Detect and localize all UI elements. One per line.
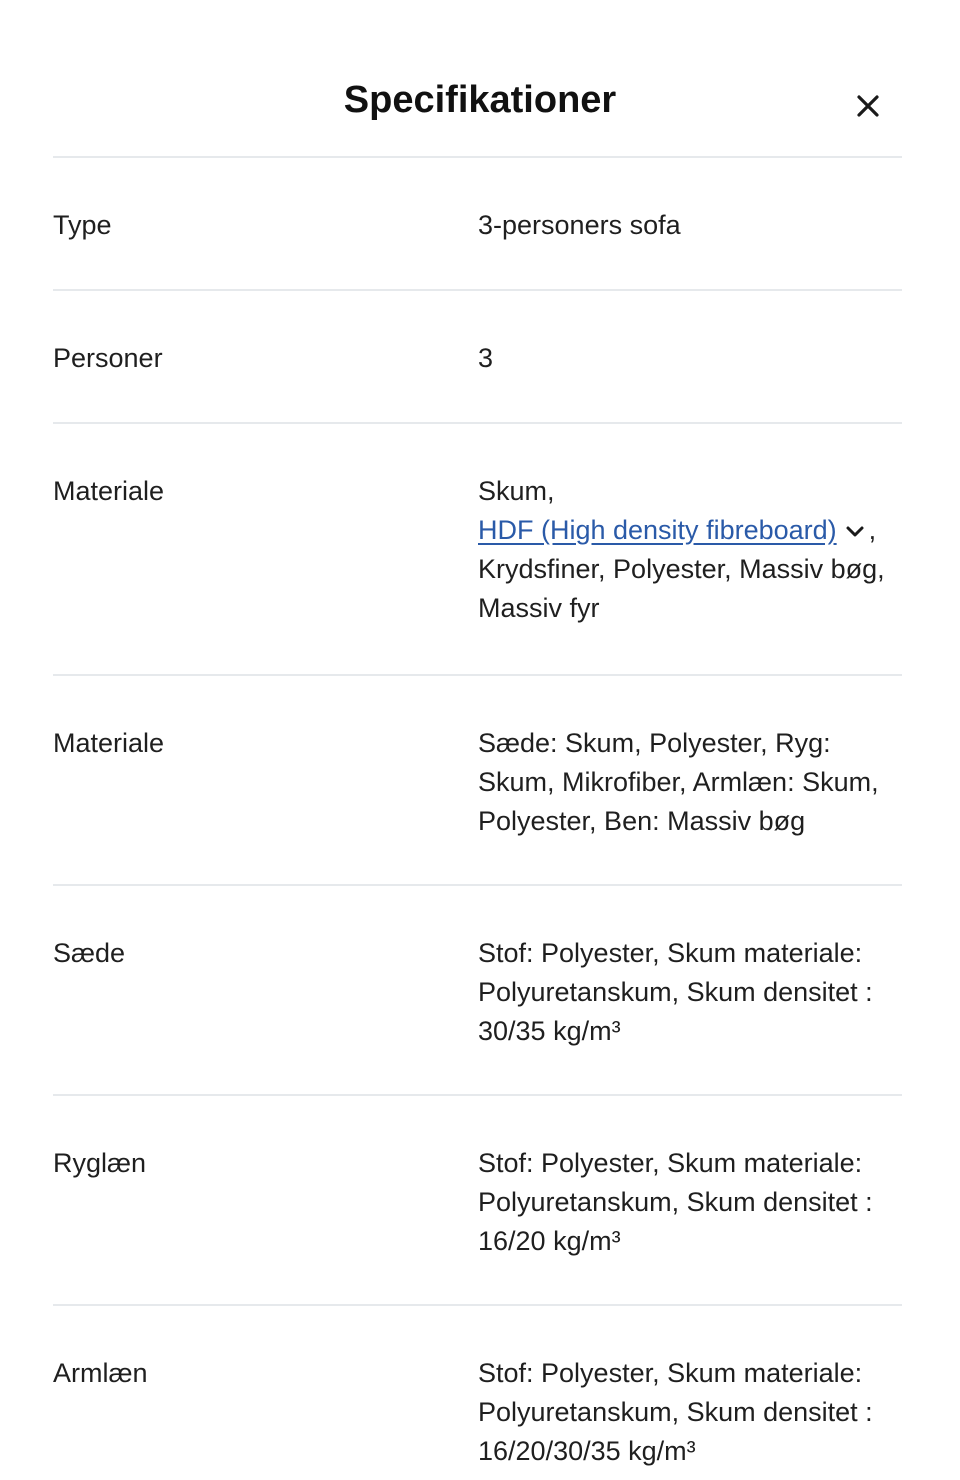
spec-value bbox=[478, 1354, 908, 1471]
value-line: Sæde: Skum, Polyester, Ryg: bbox=[478, 728, 831, 758]
value-line: Stof: Polyester, Skum materiale: bbox=[478, 1358, 863, 1388]
spec-row-persons bbox=[53, 291, 902, 422]
spec-label: Armlæn bbox=[53, 1358, 148, 1388]
spec-row-backrest bbox=[53, 1096, 902, 1304]
spec-value bbox=[478, 472, 908, 628]
spec-label: Ryglæn bbox=[53, 1148, 147, 1178]
value-comma: , bbox=[868, 515, 877, 545]
spec-value bbox=[478, 934, 908, 1051]
close-button[interactable] bbox=[848, 86, 888, 126]
value-line: Polyuretanskum, Skum densitet : bbox=[478, 1397, 873, 1427]
spec-value bbox=[478, 724, 908, 841]
spec-label: Materiale bbox=[53, 728, 165, 758]
spec-row-armrest bbox=[53, 1306, 902, 1476]
value-line: Stof: Polyester, Skum materiale: bbox=[478, 1148, 863, 1178]
value-line: Massiv fyr bbox=[478, 593, 600, 623]
value-line: Skum, Mikrofiber, Armlæn: Skum, bbox=[478, 767, 879, 797]
value-line-with-link bbox=[478, 511, 908, 550]
value-line: Polyuretanskum, Skum densitet : bbox=[478, 1187, 873, 1217]
spec-row-material bbox=[53, 424, 902, 674]
hdf-link[interactable]: HDF (High density fibreboard) bbox=[478, 515, 837, 545]
spec-row-seat bbox=[53, 886, 902, 1094]
spec-label: Personer bbox=[53, 343, 163, 373]
chevron-down-icon[interactable] bbox=[845, 525, 865, 539]
value-line: 30/35 kg/m³ bbox=[478, 1016, 621, 1046]
dialog-header bbox=[0, 0, 960, 156]
value-line: Stof: Polyester, Skum materiale: bbox=[478, 938, 863, 968]
spec-value: 3 bbox=[478, 343, 494, 373]
spec-row-type bbox=[53, 158, 902, 289]
spec-value: 3-personers sofa bbox=[478, 210, 681, 240]
spec-value bbox=[478, 1144, 908, 1261]
spec-label: Materiale bbox=[53, 476, 165, 506]
spec-label: Sæde bbox=[53, 938, 126, 968]
spec-list bbox=[53, 156, 902, 1476]
close-icon bbox=[857, 95, 879, 117]
value-line: Krydsfiner, Polyester, Massiv bøg, bbox=[478, 554, 885, 584]
spec-row-material-detail bbox=[53, 676, 902, 884]
value-line: 16/20 kg/m³ bbox=[478, 1226, 621, 1256]
value-line: Polyester, Ben: Massiv bøg bbox=[478, 806, 806, 836]
spec-label: Type bbox=[53, 210, 112, 240]
value-line: Polyuretanskum, Skum densitet : bbox=[478, 977, 873, 1007]
dialog-title: Specifikationer bbox=[343, 79, 617, 121]
value-line: Skum, bbox=[478, 476, 555, 506]
value-line: 16/20/30/35 kg/m³ bbox=[478, 1436, 696, 1466]
